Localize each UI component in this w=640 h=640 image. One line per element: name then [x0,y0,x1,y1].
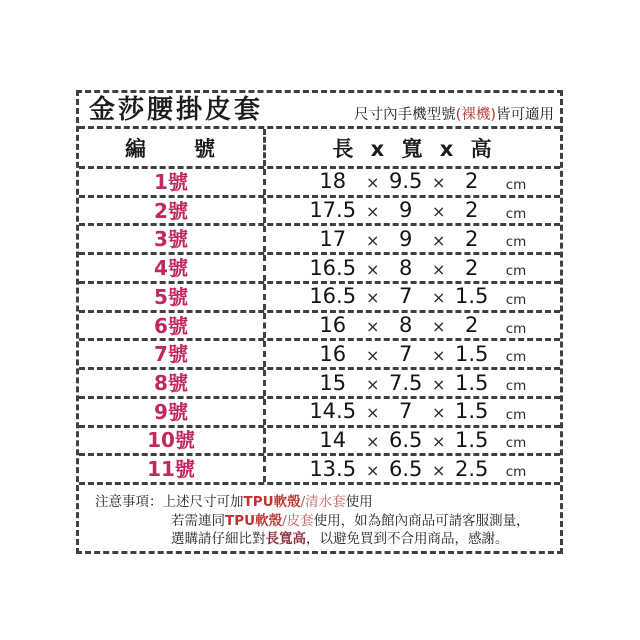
row-number: 9號 [154,399,188,424]
unit-label: cm [505,378,527,394]
column-header-size: 長 x 寬 x 高 [332,136,494,161]
unit-label: cm [505,176,527,193]
tpu-softcase-highlight: TPU軟殼 [225,512,283,529]
row-number: 6號 [154,313,188,338]
width-value: 8 [399,255,413,280]
multiply-sign: × [432,403,446,423]
unit-label: cm [505,349,527,366]
dimension-cell [266,284,560,310]
row-number: 5號 [154,284,188,309]
dimension-cell [266,399,560,425]
length-value: 13.5 [309,456,357,481]
width-value: 7 [399,341,413,366]
table-row [79,255,560,284]
height-value: 2.5 [455,456,489,481]
dimension-cell [266,456,560,482]
width-value: 9 [399,226,413,251]
table-body [79,169,560,485]
table-row [79,169,560,198]
dimension-cell [266,169,560,195]
table-row [79,284,560,313]
unit-label: cm [505,263,527,280]
width-value: 6.5 [389,456,423,481]
row-number: 3號 [154,227,188,252]
multiply-sign: × [366,345,380,365]
dimension-cell [266,313,560,339]
multiply-sign: × [366,288,380,308]
table-row [79,428,560,457]
dimension-cell [266,341,560,367]
height-value: 1.5 [455,427,489,452]
length-value: 16.5 [309,255,357,280]
table-row [79,399,560,428]
length-value: 14 [319,427,347,452]
subtitle-prefix: 尺寸內手機型號 [354,107,456,123]
length-value: 15 [319,370,347,395]
height-value: 1.5 [455,399,489,424]
notes-section [79,485,560,551]
multiply-sign: × [432,288,446,308]
table-row [79,226,560,255]
height-value: 2 [465,198,479,223]
row-number: 7號 [154,342,188,367]
product-size-table [76,90,563,554]
table-row [79,198,560,227]
product-title: 金莎腰掛皮套 [89,95,264,125]
multiply-sign: × [366,431,380,451]
multiply-sign: × [432,317,446,337]
multiply-sign: × [432,431,446,451]
multiply-sign: × [432,202,446,222]
table-row [79,370,560,399]
dimension-cell [266,198,560,224]
table-row [79,456,560,485]
width-value: 7 [399,284,413,309]
table-title-row [79,93,560,129]
unit-label: cm [505,435,527,452]
multiply-sign: × [432,374,446,394]
height-value: 2 [465,226,479,251]
row-number: 8號 [154,371,188,395]
note-line-3: 選購請仔細比對長寬高，以避免買到不合用商品，感謝。 [171,531,509,547]
length-value: 16 [319,313,347,338]
multiply-sign: × [432,173,446,193]
note-line-2: 若需連同TPU軟殼/皮套使用，如為館內商品可請客服測量， [171,512,530,529]
multiply-sign: × [366,317,380,337]
multiply-sign: × [366,230,380,250]
unit-label: cm [505,234,527,251]
dimension-cell [266,226,560,252]
multiply-sign: × [432,259,446,279]
row-number: 2號 [154,198,188,223]
multiply-sign: × [366,259,380,279]
multiply-sign: × [366,374,380,394]
row-number: 11號 [147,457,195,482]
multiply-sign: × [366,403,380,423]
height-value: 1.5 [455,341,489,366]
length-value: 17.5 [309,198,357,223]
dimension-cell [266,428,560,454]
width-value: 6.5 [389,427,423,452]
row-number: 1號 [154,169,188,194]
height-value: 1.5 [455,370,489,395]
table-row [79,313,560,342]
multiply-sign: × [366,460,380,480]
length-value: 18 [319,169,347,194]
length-value: 16.5 [309,284,357,309]
tpu-softcase-highlight: TPU軟殼 [243,494,301,510]
multiply-sign: × [366,202,380,222]
height-value: 2 [465,169,479,194]
note-line-1: 注意事項：上述尺寸可加TPU軟殼/清水套使用 [95,494,373,510]
width-value: 7 [399,399,413,424]
width-value: 7.5 [389,370,423,395]
multiply-sign: × [432,345,446,365]
width-value: 9 [399,198,413,223]
lwh-highlight: 長寬高 [265,531,306,547]
length-value: 17 [319,226,347,251]
column-header-id: 編 號 [79,129,266,166]
width-value: 8 [399,313,413,338]
multiply-sign: × [366,173,380,193]
dimension-cell [266,370,560,396]
height-value: 2 [465,313,479,338]
unit-label: cm [505,205,527,222]
unit-label: cm [505,464,527,481]
column-header-row [79,129,560,169]
dimension-cell [266,255,560,281]
width-value: 9.5 [389,169,423,194]
row-number: 10號 [147,428,195,453]
row-number: 4號 [154,256,188,281]
table-row [79,341,560,370]
unit-label: cm [505,291,527,308]
height-value: 2 [465,255,479,280]
length-value: 14.5 [309,399,357,424]
multiply-sign: × [432,460,446,480]
length-value: 16 [319,341,347,366]
table-subtitle [354,105,554,125]
subtitle-highlight: (裸機) [455,107,496,123]
unit-label: cm [505,320,527,337]
multiply-sign: × [432,230,446,250]
height-value: 1.5 [455,284,489,309]
subtitle-suffix: 皆可適用 [496,107,554,123]
unit-label: cm [505,406,527,423]
